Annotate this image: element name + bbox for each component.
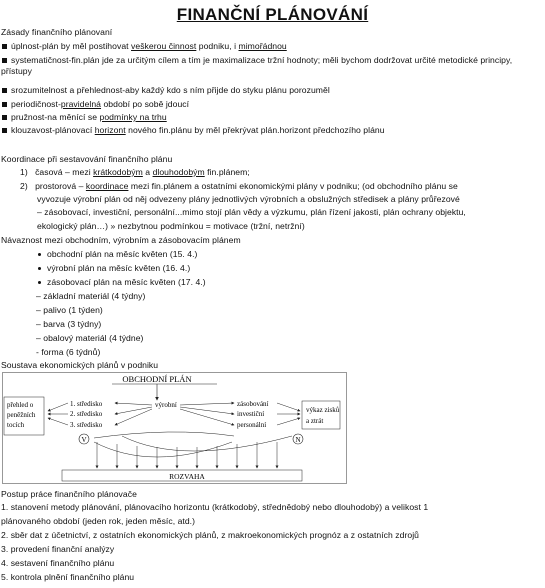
material-line: - forma (6 týdnů) — [36, 347, 101, 357]
coordination-item: 2) prostorová – koordinace mezi fin.plánem a ostatními ekonomickými plány v podniku; (od obchodního plánu se — [20, 181, 458, 191]
coordination-heading: Koordinace při sestavování finančního plánu — [1, 154, 173, 164]
procedure-line: 2. sběr dat z účetnictví, z ostatních ekonomických plánů, z makroekonomických prognóz a z ostatních zdrojů — [1, 530, 420, 540]
bullet-dot-icon — [38, 267, 41, 270]
diagram-right-label: výkaz zisků — [306, 406, 340, 414]
centre-label: 3. středisko — [70, 421, 103, 429]
material-line: – palivo (1 týden) — [36, 305, 103, 315]
plan-system-diagram — [2, 372, 347, 484]
system-heading: Soustava ekonomických plánů v podniku — [1, 360, 159, 370]
dependency-bullet: obchodní plán na měsíc květen (15. 4.) — [38, 249, 197, 260]
procedure-line: 3. provedení finanční analýzy — [1, 544, 115, 554]
square-bullet-icon — [2, 102, 7, 107]
coordination-text-line: ekologický plán…) » nezbytnou podmínkou = motivace (tržní, netržní) — [37, 221, 305, 231]
diagram-top-label: OBCHODNÍ PLÁN — [122, 374, 192, 384]
v-label: V — [81, 436, 87, 444]
coordination-text-line: – zásobovací, investiční, personální...mimo stojí plán vědy a výzkumu, plán řízení jakosti, plán ochrany objektu, — [37, 207, 466, 217]
principle-item: periodičnost-pravidelná období po sobě jdoucí — [1, 99, 189, 110]
production-label: výrobní — [155, 401, 177, 409]
principle-item: pružnost-na měnící se podmínky na trhu — [1, 112, 167, 123]
procedure-line: 5. kontrola plnění finančního plánu — [1, 572, 135, 582]
document-title: FINANČNÍ PLÁNOVÁNÍ — [176, 5, 369, 24]
support-plan-label: investiční — [237, 410, 265, 418]
diagram-right-label: a ztrát — [306, 417, 324, 425]
diagram-frame — [3, 373, 347, 484]
bullet-dot-icon — [38, 253, 41, 256]
diagram-left-label: přehled o — [7, 401, 34, 409]
support-plan-label: personální — [237, 421, 267, 429]
procedure-heading: Postup práce finančního plánovače — [1, 489, 137, 499]
dependency-heading: Návaznost mezi obchodním, výrobním a zásobovacím plánem — [1, 235, 241, 245]
material-line: – barva (3 týdny) — [36, 319, 102, 329]
square-bullet-icon — [2, 44, 7, 49]
procedure-line: 4. sestavení finančního plánu — [1, 558, 115, 568]
procedure-line: 1. stanovení metody plánování, plánovacího horizontu (krátkodobý, střednědobý nebo dlouhodobý) a velikost 1 — [1, 502, 429, 512]
dependency-bullet: zásobovací plán na měsíc květen (17. 4.) — [38, 277, 206, 288]
diagram-left-label: peněžních — [7, 411, 36, 419]
square-bullet-icon — [2, 128, 7, 133]
support-plan-label: zásobování — [237, 400, 269, 408]
square-bullet-icon — [2, 88, 7, 93]
coordination-text-line: vyvozuje výrobní plán od něj odvezeny plány jednotlivých výrobních a obslužných středisek a plány průřezové — [37, 194, 460, 204]
diagram-left-label: tocích — [7, 421, 25, 429]
coordination-item: 1) časová – mezi krátkodobým a dlouhodobým fin.plánem; — [20, 167, 250, 177]
n-label: N — [295, 436, 301, 444]
dependency-bullet: výrobní plán na měsíc květen (16. 4.) — [38, 263, 190, 274]
square-bullet-icon — [2, 58, 7, 63]
principle-item: srozumitelnost a přehlednost-aby každý kdo s ním přijde do styku plánu porozuměl — [1, 85, 330, 96]
material-line: – základní materiál (4 týdny) — [36, 291, 146, 301]
bullet-dot-icon — [38, 281, 41, 284]
centre-label: 2. středisko — [70, 410, 103, 418]
diagram-bottom-label: ROZVAHA — [169, 472, 205, 481]
material-line: – obalový materiál (4 týdne) — [36, 333, 144, 343]
principle-item: systematičnost-fin.plán jde za určitým cílem a tím je maximalizace tržní hodnoty; měli bychom dodržovat určité metodické principy, přístupy — [1, 55, 513, 76]
centre-label: 1. středisko — [70, 400, 103, 408]
principle-item: úplnost-plán by měl postihovat veškerou činnost podniku, i mimořádnou — [1, 41, 287, 52]
square-bullet-icon — [2, 115, 7, 120]
procedure-line: plánovaného období (jeden rok, jeden měsíc, atd.) — [1, 516, 196, 526]
principles-heading: Zásady finančního plánovaní — [1, 27, 113, 37]
principle-item: klouzavost-plánovací horizont nového fin.plánu by měl překrývat plán.horizont předchozího plánu — [1, 125, 385, 136]
